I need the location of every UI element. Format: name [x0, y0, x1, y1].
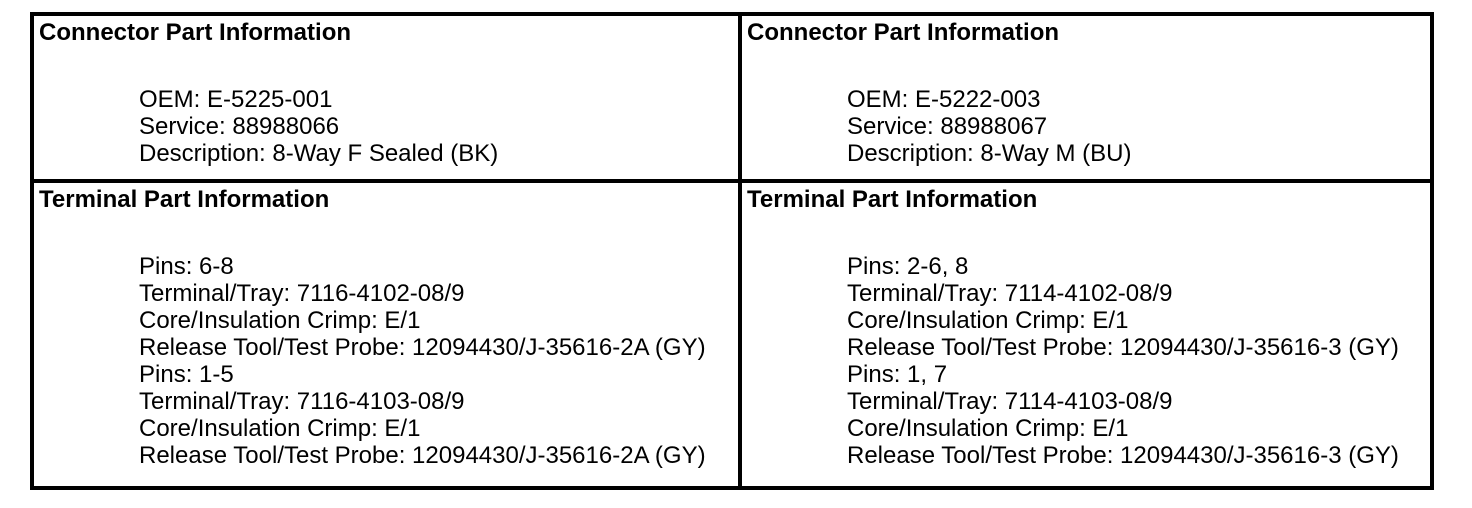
- cell-header-terminal-right: Terminal Part Information: [747, 186, 1038, 213]
- connector-terminal-parts-table: [30, 12, 1434, 490]
- release-tool-line-2: Release Tool/Test Probe: 12094430/J-35616-3 (GY): [847, 442, 1399, 469]
- connector-part-info-cell-right: [742, 16, 1430, 183]
- description-line: Description: 8-Way F Sealed (BK): [139, 140, 499, 167]
- service-line: Service: 88988067: [847, 113, 1048, 140]
- connector-part-info-cell-left: [34, 16, 742, 183]
- pins-line-1: Pins: 6-8: [139, 253, 234, 280]
- terminal-details-right: [847, 253, 1426, 469]
- cell-header-connector-right: Connector Part Information: [747, 19, 1060, 46]
- connector-details-left: [139, 86, 734, 167]
- pins-line-2: Pins: 1, 7: [847, 361, 948, 388]
- crimp-line-1: Core/Insulation Crimp: E/1: [847, 307, 1129, 334]
- oem-line: OEM: E-5222-003: [847, 86, 1041, 113]
- terminal-tray-line-2: Terminal/Tray: 7114-4103-08/9: [847, 388, 1173, 415]
- description-line: Description: 8-Way M (BU): [847, 140, 1132, 167]
- terminal-tray-line-1: Terminal/Tray: 7116-4102-08/9: [139, 280, 465, 307]
- terminal-tray-line-2: Terminal/Tray: 7116-4103-08/9: [139, 388, 465, 415]
- terminal-part-info-cell-left: [34, 183, 742, 486]
- crimp-line-2: Core/Insulation Crimp: E/1: [139, 415, 421, 442]
- pins-line-1: Pins: 2-6, 8: [847, 253, 969, 280]
- terminal-details-left: [139, 253, 734, 469]
- release-tool-line-1: Release Tool/Test Probe: 12094430/J-35616-2A (GY): [139, 334, 706, 361]
- terminal-tray-line-1: Terminal/Tray: 7114-4102-08/9: [847, 280, 1173, 307]
- crimp-line-2: Core/Insulation Crimp: E/1: [847, 415, 1129, 442]
- cell-header-connector-left: Connector Part Information: [39, 19, 352, 46]
- connector-details-right: [847, 86, 1426, 167]
- cell-header-terminal-left: Terminal Part Information: [39, 186, 330, 213]
- crimp-line-1: Core/Insulation Crimp: E/1: [139, 307, 421, 334]
- release-tool-line-1: Release Tool/Test Probe: 12094430/J-35616-3 (GY): [847, 334, 1399, 361]
- oem-line: OEM: E-5225-001: [139, 86, 333, 113]
- terminal-part-info-cell-right: [742, 183, 1430, 486]
- release-tool-line-2: Release Tool/Test Probe: 12094430/J-35616-2A (GY): [139, 442, 706, 469]
- pins-line-2: Pins: 1-5: [139, 361, 234, 388]
- service-line: Service: 88988066: [139, 113, 340, 140]
